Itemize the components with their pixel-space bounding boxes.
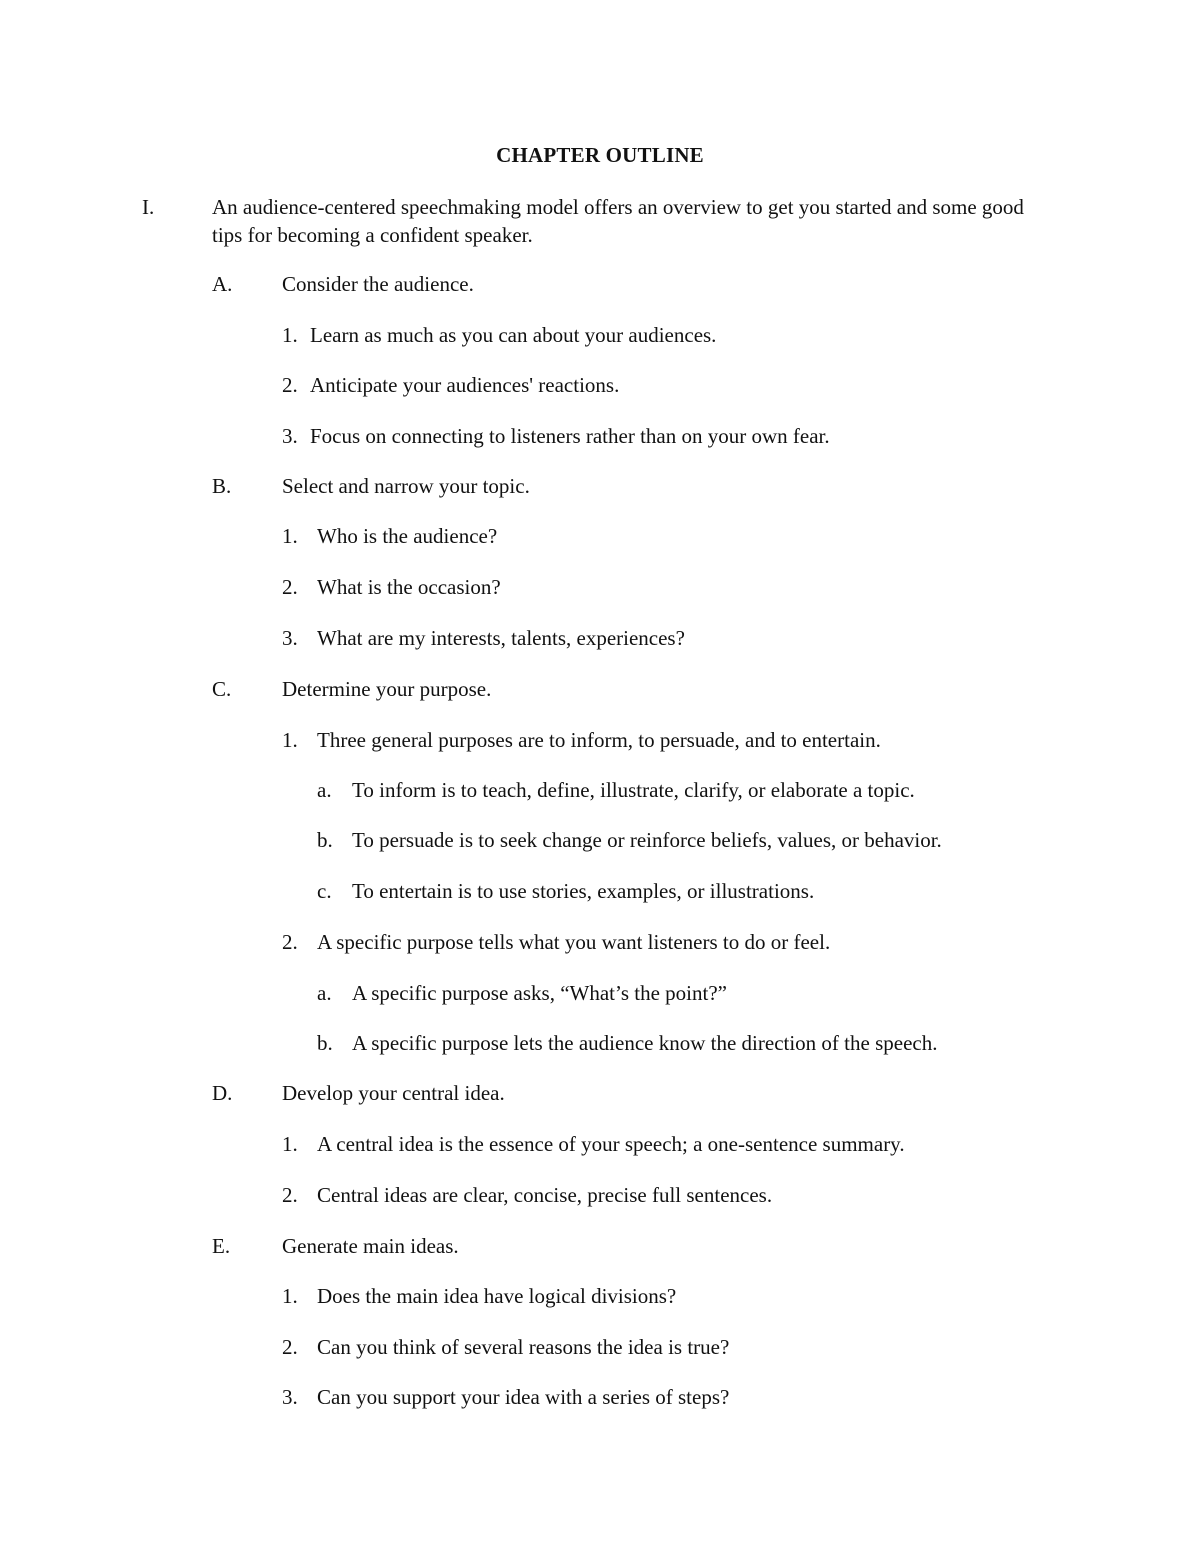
outline-marker-D: D. bbox=[212, 1081, 233, 1105]
outline-marker-B2: 2. bbox=[282, 575, 298, 599]
outline-text-C: Determine your purpose. bbox=[282, 677, 492, 701]
outline-text-B3: What are my interests, talents, experiences? bbox=[317, 626, 685, 650]
outline-text-E3: Can you support your idea with a series of steps? bbox=[317, 1385, 730, 1409]
outline-marker-E1: 1. bbox=[282, 1284, 298, 1308]
outline-marker-C1: 1. bbox=[282, 728, 298, 752]
outline-text-B1: Who is the audience? bbox=[317, 524, 498, 548]
outline-marker-E3: 3. bbox=[282, 1385, 298, 1409]
outline-text-D: Develop your central idea. bbox=[282, 1081, 505, 1105]
outline-marker-E: E. bbox=[212, 1234, 231, 1258]
outline-marker-A: A. bbox=[212, 272, 233, 296]
outline-text-C1: Three general purposes are to inform, to persuade, and to entertain. bbox=[317, 728, 881, 752]
outline-text-C2b: A specific purpose lets the audience know the direction of the speech. bbox=[352, 1031, 938, 1055]
outline-marker-A2: 2. bbox=[282, 373, 298, 397]
outline-text-A3: Focus on connecting to listeners rather than on your own fear. bbox=[310, 424, 830, 448]
outline-text-A: Consider the audience. bbox=[282, 272, 474, 296]
outline-marker-D1: 1. bbox=[282, 1132, 298, 1156]
outline-text-E1: Does the main idea have logical divisions? bbox=[317, 1284, 677, 1308]
outline-text-C2: A specific purpose tells what you want listeners to do or feel. bbox=[317, 930, 831, 954]
outline-marker-I: I. bbox=[142, 195, 155, 219]
outline-marker-B: B. bbox=[212, 474, 232, 498]
outline-text-E2: Can you think of several reasons the idea is true? bbox=[317, 1335, 730, 1359]
outline-text-D1: A central idea is the essence of your speech; a one-sentence summary. bbox=[317, 1132, 905, 1156]
outline-text-E: Generate main ideas. bbox=[282, 1234, 459, 1258]
outline-marker-E2: 2. bbox=[282, 1335, 298, 1359]
outline-text-A2: Anticipate your audiences' reactions. bbox=[310, 373, 620, 397]
outline-text-A1: Learn as much as you can about your audiences. bbox=[310, 323, 717, 347]
outline-marker-C2b: b. bbox=[317, 1031, 333, 1055]
outline-marker-C1a: a. bbox=[317, 778, 332, 802]
outline-marker-D2: 2. bbox=[282, 1183, 298, 1207]
outline-text-I: An audience-centered speechmaking model offers an overview to get you started and some good tips for becoming a confident speaker. bbox=[212, 195, 1024, 247]
outline-marker-C1c: c. bbox=[317, 879, 332, 903]
outline-marker-B3: 3. bbox=[282, 626, 298, 650]
outline-text-C1a: To inform is to teach, define, illustrate, clarify, or elaborate a topic. bbox=[352, 778, 915, 802]
outline-marker-C2a: a. bbox=[317, 981, 332, 1005]
outline-marker-B1: 1. bbox=[282, 524, 298, 548]
outline-marker-A3: 3. bbox=[282, 424, 298, 448]
outline-marker-C2: 2. bbox=[282, 930, 298, 954]
outline-text-C1b: To persuade is to seek change or reinforce beliefs, values, or behavior. bbox=[352, 828, 942, 852]
outline-text-B: Select and narrow your topic. bbox=[282, 474, 530, 498]
outline-marker-C1b: b. bbox=[317, 828, 333, 852]
outline-text-C1c: To entertain is to use stories, examples, or illustrations. bbox=[352, 879, 815, 903]
outline-marker-A1: 1. bbox=[282, 323, 298, 347]
page-title: CHAPTER OUTLINE bbox=[496, 143, 704, 167]
outline-text-D2: Central ideas are clear, concise, precise full sentences. bbox=[317, 1183, 773, 1207]
outline-text-C2a: A specific purpose asks, “What’s the point?” bbox=[352, 981, 727, 1005]
outline-marker-C: C. bbox=[212, 677, 232, 701]
outline-text-B2: What is the occasion? bbox=[317, 575, 501, 599]
